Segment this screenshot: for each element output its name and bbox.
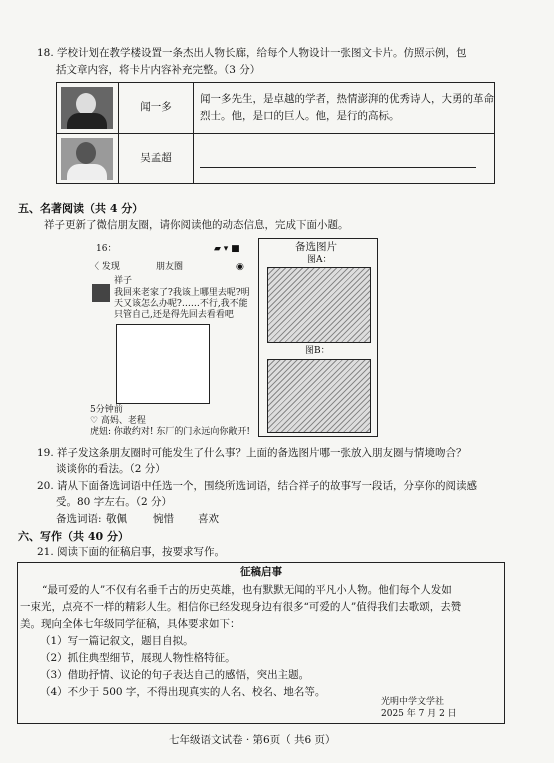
name-cell-1 <box>118 83 193 134</box>
box-title: 征稿启事 <box>240 566 282 578</box>
pic-b-label: 图B： <box>305 346 330 356</box>
moments-header: 朋友圈 <box>156 262 184 272</box>
sec5-intro: 祥子更新了微信朋友圈，请你阅读他的动态信息，完成下面小题。 <box>44 219 349 231</box>
post-line3: 只管自己,还是得先回去看看吧 <box>114 310 234 320</box>
pic-a-label: 图A： <box>307 255 332 265</box>
reply-line: 虎妞: 你敢约对! 东厂的门永远向你敞开! <box>90 427 250 437</box>
answer-line[interactable] <box>200 166 476 168</box>
p1-line3: 美。现向全体七年级同学征稿，具体要求如下： <box>20 618 241 630</box>
card-text-line1: 闻一多先生，是卓越的学者，热情澎湃的优秀诗人，大勇的革命 <box>200 92 494 105</box>
wechat-moments-screen <box>88 240 248 436</box>
q21: 21. 阅读下面的征稿启事，按要求写作。 <box>37 546 226 558</box>
candidate-pictures-box <box>258 238 378 437</box>
wen-yiduo-portrait <box>61 87 113 129</box>
word-1: 敬佩 <box>106 513 127 525</box>
photo-placeholder <box>116 324 210 404</box>
q19-line1: 19. 祥子发这条朋友圈时可能发生了什么事？上面的备选图片哪一张放入朋友圈与情境吻合？ <box>37 447 467 459</box>
q18-line1: 18. 学校计划在教学楼设置一条杰出人物长廊，给每个人物设计一张图文卡片。仿照示例，包 <box>37 47 467 59</box>
portrait-cell-1 <box>57 83 119 134</box>
words-label: 备选词语: <box>56 513 102 525</box>
sec5-title: 五、名著阅读（共 4 分） <box>18 202 144 215</box>
wu-mengchao-portrait <box>61 138 113 180</box>
req-4: （4）不少于 500 字，不得出现真实的人名、校名、地名等。 <box>40 686 326 698</box>
post-line2: 天又该怎么办呢?……不行,我不能 <box>114 299 248 309</box>
picture-b <box>267 359 371 433</box>
card-table <box>56 82 495 184</box>
avatar <box>92 284 110 302</box>
req-3: （3）借助抒情、议论的句子表达自己的感悟，突出主题。 <box>40 669 310 681</box>
camera-icon[interactable]: ◉ <box>236 262 244 272</box>
q20-line2: 受。80 字左右。（2 分） <box>56 496 172 508</box>
likes-line: ♡ 高妈、老程 <box>90 416 146 426</box>
p1-line2: 一束光，点亮不一样的精彩人生。相信你已经发现身边有很多“可爱的人”值得我们去歌颂，去赞 <box>20 601 462 613</box>
candidates-title: 备选图片 <box>295 241 337 253</box>
req-2: （2）抓住典型细节，展现人物性格特征。 <box>40 652 236 664</box>
word-3: 喜欢 <box>198 513 219 525</box>
q19-line2: 谈谈你的看法。（2 分） <box>56 463 166 475</box>
p1-line1: “最可爱的人”不仅有名垂千古的历史英雄，也有默默无闻的平凡小人物。他们每个人发如 <box>42 584 452 596</box>
name-wen-yiduo: 闻一多 <box>140 101 172 114</box>
word-2: 惋惜 <box>153 513 174 525</box>
text-cell-1 <box>194 83 495 134</box>
organizer: 光明中学文学社 <box>381 697 445 707</box>
status-time: 16： <box>96 244 117 254</box>
back-button[interactable]: 〈 发现 <box>90 262 120 272</box>
card-text-line2: 烈士。他，是口的巨人。他，是行的高标。 <box>200 110 400 122</box>
picture-a <box>267 267 371 343</box>
call-for-papers-box <box>17 562 505 724</box>
sec6-title: 六、写作（共 40 分） <box>18 530 129 543</box>
portrait-cell-2 <box>57 134 119 184</box>
q18-line2: 括文章内容，将卡片内容补充完整。（3 分） <box>56 64 261 76</box>
answer-cell-2[interactable] <box>194 134 495 184</box>
time-ago: 5分钟前 <box>90 405 123 415</box>
status-icons: ▰ ▾ ■ <box>214 244 240 254</box>
poster-name: 祥子 <box>114 276 133 286</box>
date: 2025 年 7 月 2 日 <box>381 709 457 719</box>
post-line1: 我回来老家了?我该上哪里去呢?明 <box>114 288 250 298</box>
q20-line1: 20. 请从下面备选词语中任选一个，围绕所选词语，结合祥子的故事写一段话，分享你的阅读感 <box>37 480 478 492</box>
name-wu-mengchao: 吴孟超 <box>140 151 172 164</box>
page-footer: 七年级语文试卷 · 第6页（ 共6 页） <box>169 734 336 746</box>
req-1: （1）写一篇记叙文，题目自拟。 <box>40 635 194 647</box>
name-cell-2 <box>118 134 193 184</box>
